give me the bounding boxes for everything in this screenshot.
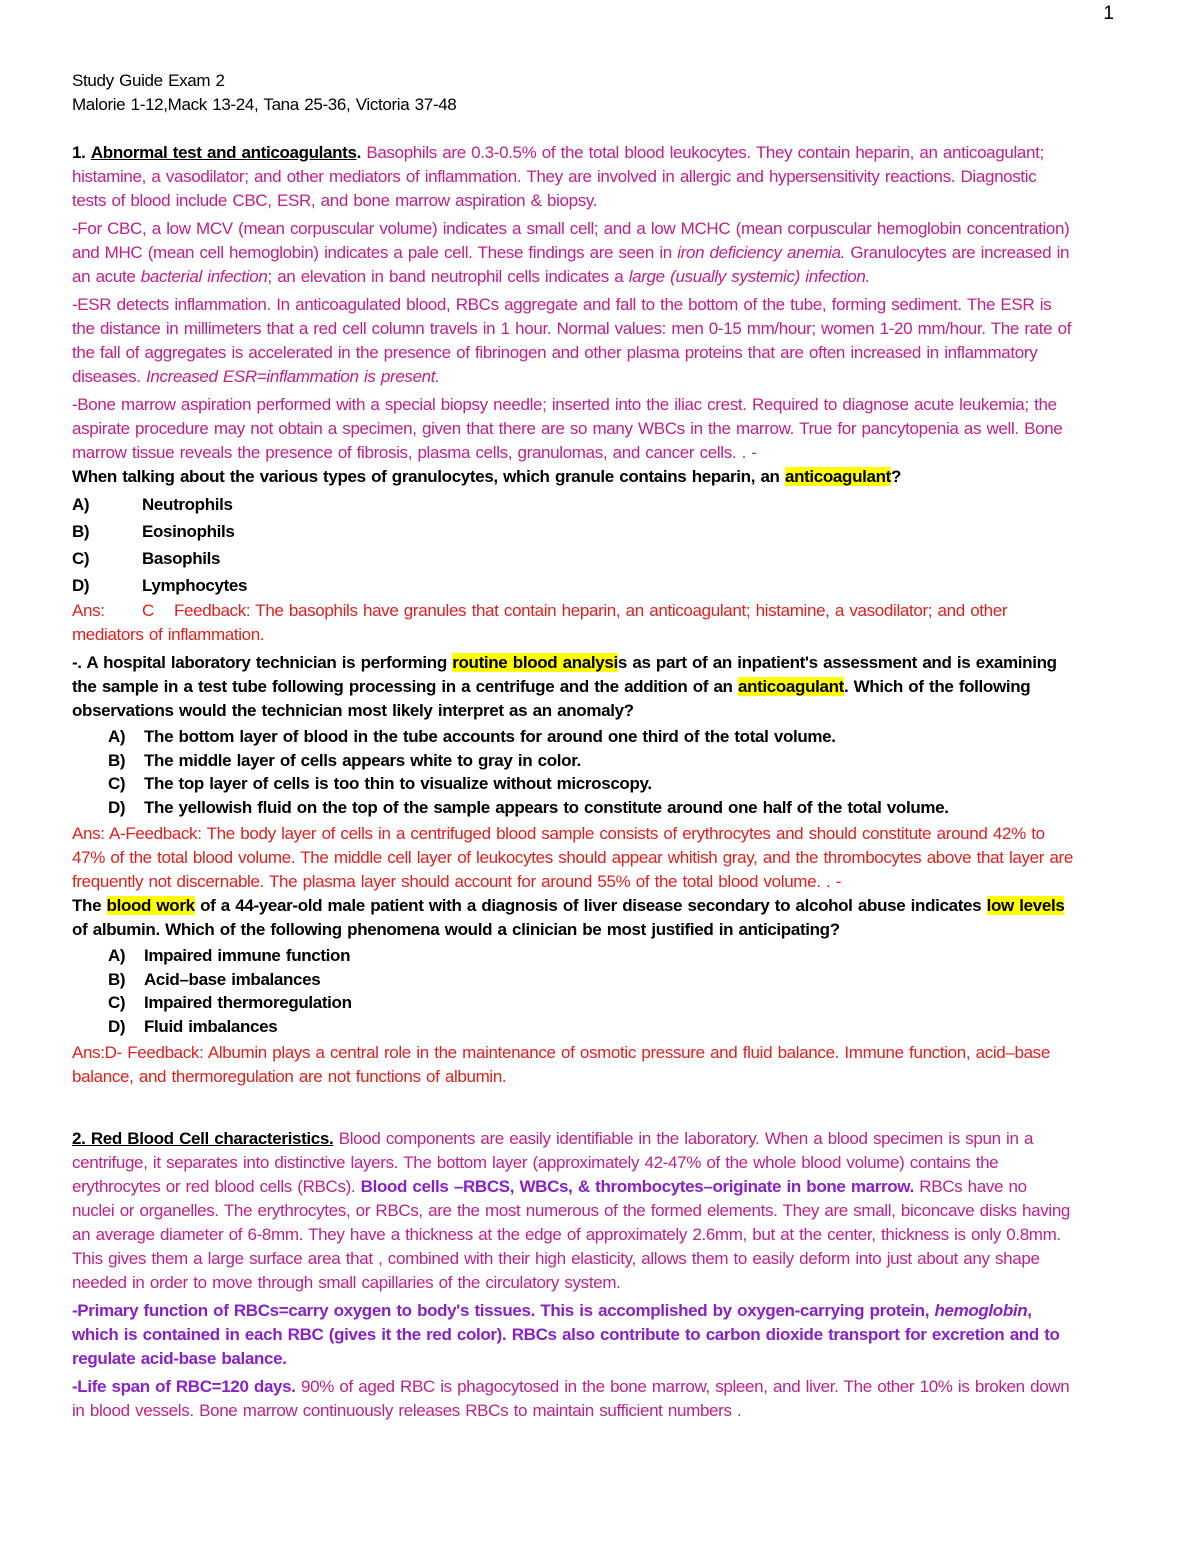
answer-option: D) Lymphocytes xyxy=(72,576,248,595)
rbc-lifespan-paragraph: -Life span of RBC=120 days. 90% of aged RBC is phagocytosed in the bone marrow, spleen, and liver. The other 10% is broken down in blood vessels. Bone marrow continuously releases RBCs to maintain sufficient numbers . xyxy=(72,1377,1070,1420)
section-1-heading: Abnormal test and anticoagulants xyxy=(90,143,357,162)
section-2-heading: 2. Red Blood Cell characteristics. xyxy=(72,1129,334,1148)
section-1-intro: 1. Abnormal test and anticoagulants. Basophils are 0.3-0.5% of the total blood leukocytes. They contain heparin, an anticoagulant; histamine, a vasodilator; and other mediators of inflammation. They are involved in allergic and hypersensitivity reactions. Diagnostic tests of blood include CBC, ESR, and bone marrow aspiration & biopsy. xyxy=(72,143,1044,210)
section-2-intro: 2. Red Blood Cell characteristics. Blood components are easily identifiable in the laboratory. When a blood specimen is spun in a centrifuge, it separates into distinctive layers. The bottom layer (approximately 42-47% of the whole blood volume) contains the erythrocytes or red blood cells (RBCs). Blood cells –RBCS, WBCs, & thrombocytes–originate in bone marrow. RBCs have no nuclei or organelles. The erythrocytes, or RBCs, are the most numerous of the formed elements. They are small, biconcave disks having an average diameter of 6-8mm. They have a thickness at the edge of approximately 2.6mm, but at the center, thickness is only 0.8mm. This gives them a large surface area that , combined with their high elasticity, allows them to easily deform into just about any shape needed in order to move through small capillaries of the circulatory system. xyxy=(72,1129,1071,1292)
esr-paragraph: -ESR detects inflammation. In anticoagulated blood, RBCs aggregate and fall to the bottom of the tube, forming sediment. The ESR is the distance in millimeters that a red cell column travels in 1 hour. Normal values: men 0-15 mm/hour; women 1-20 mm/hour. The rate of the fall of aggregates is accelerated in the presence of fibrinogen and other plasma proteins that are often increased in inflammatory diseases. Increased ESR=inflammation is present. xyxy=(72,295,1072,386)
answer-option: B) The middle layer of cells appears white to gray in color. xyxy=(108,750,581,770)
question-2-options xyxy=(72,725,1074,819)
answer-option: B) Acid–base imbalances xyxy=(108,969,321,989)
answer-option: C) The top layer of cells is too thin to visualize without microscopy. xyxy=(108,774,652,793)
answer-option: D) The yellowish fluid on the top of the sample appears to constitute around one half of the total volume. xyxy=(108,797,949,817)
question-1-stem: When talking about the various types of granulocytes, which granule contains heparin, an anticoagulant? xyxy=(72,467,901,486)
question-1-answer: Ans: C Feedback: The basophils have granules that contain heparin, an anticoagulant; histamine, a vasodilator; and other mediators of inflammation. xyxy=(72,601,1008,644)
bone-marrow-paragraph: -Bone marrow aspiration performed with a special biopsy needle; inserted into the iliac crest. Required to diagnose acute leukemia; the aspirate procedure may not obtain a specimen, given that there are so many WBCs in the marrow. True for pancytopenia as well. Bone marrow tissue reveals the presence of fibrosis, plasma cells, granulomas, and cancer cells. . - xyxy=(72,395,1063,462)
answer-option: A) The bottom layer of blood in the tube accounts for around one third of the total volume. xyxy=(108,727,836,746)
rbc-function-paragraph: -Primary function of RBCs=carry oxygen to body's tissues. This is accomplished by oxygen-carrying protein, hemoglobin, which is contained in each RBC (gives it the red color). RBCs also contribute to carbon dioxide transport for excretion and to regulate acid-base balance. xyxy=(72,1301,1060,1368)
cbc-paragraph: -For CBC, a low MCV (mean corpuscular volume) indicates a small cell; and a low MCHC (mean corpuscular hemoglobin concentration) and MHC (mean cell hemoglobin) indicates a pale cell. These findings are seen in iron deficiency anemia. Granulocytes are increased in an acute bacterial infection; an elevation in band neutrophil cells indicates a large (usually systemic) infection. xyxy=(72,219,1070,286)
question-1-options xyxy=(72,491,1074,599)
page-number: 1 xyxy=(1103,3,1114,24)
question-2-answer: Ans: A-Feedback: The body layer of cells in a centrifuged blood sample consists of erythrocytes and should constitute around 42% to 47% of the total blood volume. The middle cell layer of leukocytes should appear whitish gray, and the thrombocytes above that layer are frequently not discernable. The plasma layer should account for around 55% of the total blood volume. . - xyxy=(72,824,1073,891)
doc-title: Study Guide Exam 2 xyxy=(72,71,225,90)
answer-option: C) Basophils xyxy=(72,549,221,568)
question-3-answer: Ans:D- Feedback: Albumin plays a central role in the maintenance of osmotic pressure and fluid balance. Immune function, acid–base balance, and thermoregulation are not functions of albumin. xyxy=(72,1043,1050,1086)
answer-option: A) Neutrophils xyxy=(72,495,233,514)
assignments: Malorie 1-12,Mack 13-24, Tana 25-36, Victoria 37-48 xyxy=(72,95,457,114)
question-2-stem: -. A hospital laboratory technician is performing routine blood analysis as part of an inpatient's assessment and is examining the sample in a test tube following processing in a centrifuge and the addition of an anticoagulant. Which of the following observations would the technician most likely interpret as an anomaly? xyxy=(72,653,1057,720)
section-1-number: 1. xyxy=(72,143,86,162)
answer-option: A) Impaired immune function xyxy=(108,946,351,965)
question-3-stem: The blood work of a 44-year-old male patient with a diagnosis of liver disease secondary to alcohol abuse indicates low levels of albumin. Which of the following phenomena would a clinician be most justified in anticipating? xyxy=(72,896,1065,939)
answer-option: D) Fluid imbalances xyxy=(108,1016,278,1036)
section-1-text: Basophils are 0.3-0.5% of the total blood leukocytes. They contain heparin, an anticoagulant; histamine, a vasodilator; and other mediators of inflammation. They are involved in allergic and hypersensitivity reactions. Diagnostic tests of blood include CBC, ESR, and bone marrow aspiration & biopsy. xyxy=(72,143,1044,210)
answer-option: C) Impaired thermoregulation xyxy=(108,993,352,1012)
question-3-options xyxy=(72,944,1074,1038)
answer-option: B) Eosinophils xyxy=(72,522,235,541)
document-body xyxy=(72,69,1074,1423)
